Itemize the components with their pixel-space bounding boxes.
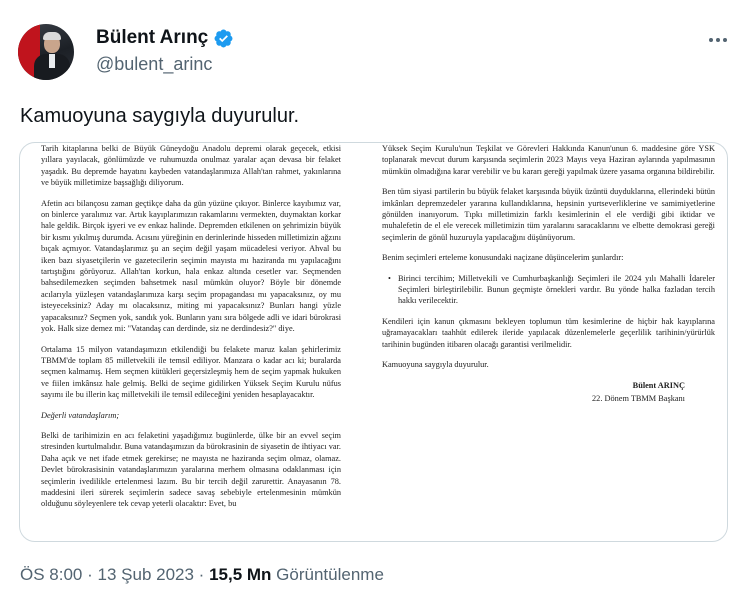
author-display-name[interactable]: Bülent Arınç bbox=[96, 27, 209, 48]
avatar-shirt bbox=[49, 54, 55, 68]
views-label: Görüntülenme bbox=[276, 565, 384, 584]
doc-paragraph: Belki de tarihimizin en acı felaketini yaşadığımız bugünlerde, ülke bir an evvel seçim stresinden kurtulmalıdır. Buna vatandaşımızın da bürokrasinin de siyasetin de ihtiyacı var. Daha açık ve net ifade etmek gerekirse; ne mayısta ne haziranda seçim olmaz, olamaz. Devlet bürokrasisinin vatandaşlarımızın yaralarına merhem olmasına odaklanması için seçimlerin ivedilikle ertelenmesi lazım. Bu bir tercih değil zarurettir. Anayasanın 78. maddesini ileri sürerek seçimlerin sadece savaş sebebiyle ertelenmesinin mümkün olduğunu söyleyenlere tek cevap yeterli olacaktır: Evet, bu bbox=[41, 430, 341, 509]
doc-paragraph: Ben tüm siyasi partilerin bu büyük felaket karşısında büyük üzüntü duyduklarına, ellerindeki bütün imkânları depremzedeler yararına kullandıklarına, hepsinin yurtseverliklerine ve samimiyetlerine gönülden inanıyorum. Tıpkı milletimizin farklı kesimlerinin el ele verdiği gibi iktidar ve muhalefetin de el ele verecek milletimizin tüm yaralarını saracaklarını ve elbette demokrasi gereği seçimlerin de gönül huzuruyla yapılacağını düşünüyorum. bbox=[382, 187, 715, 242]
doc-bullet-item: • Birinci tercihim; Milletvekili ve Cumhurbaşkanlığı Seçimleri ile 2024 yılı Mahalli İdareler Seçimleri birleştirilebilir. Bunun geçmişte örnekleri vardır. Bu yönde halka fazladan tercih hakkı verilecektir. bbox=[398, 273, 715, 307]
tweet-date[interactable]: 13 Şub 2023 bbox=[97, 565, 194, 584]
verified-badge-icon bbox=[213, 28, 234, 49]
doc-bullet-list bbox=[382, 273, 715, 307]
more-dot bbox=[709, 38, 713, 42]
avatar[interactable] bbox=[18, 24, 74, 80]
document-page-left bbox=[41, 143, 341, 542]
doc-paragraph: Yüksek Seçim Kurulu'nun Teşkilat ve Görevleri Hakkında Kanun'unun 6. maddesine göre YSK toplanarak mevcut durum karşısında seçimlerin 2023 Mayıs veya Haziran aylarında yapılmasının mümkün olmadığına karar verebilir ve bu kararı gereği yapılmak üzere yasama organına bildirebilir. bbox=[382, 144, 715, 176]
doc-signature bbox=[382, 380, 715, 405]
tweet-time[interactable]: ÖS 8:00 bbox=[20, 565, 83, 584]
signature-title: 22. Dönem TBMM Başkanı bbox=[592, 393, 685, 403]
meta-separator: · bbox=[87, 565, 93, 584]
views-count[interactable]: 15,5 Mn bbox=[209, 565, 272, 584]
doc-closing: Kamuoyuna saygıyla duyurulur. bbox=[382, 360, 489, 370]
signature-name: Bülent ARINÇ bbox=[632, 380, 685, 390]
tweet-text: Kamuoyuna saygıyla duyurulur. bbox=[20, 105, 300, 127]
document-page-right bbox=[382, 143, 715, 542]
tweet-meta bbox=[20, 565, 384, 585]
doc-paragraph: Ortalama 15 milyon vatandaşımızın etkilendiği bu felakete maruz kalan şehirlerimiz TBMM'de toplam 85 milletvekili ile temsil ediliyor. Manzara o kadar acı ki; buralarda seçmen kalmamış. Hem seçmen kütükleri geçersizleşmiş hem de seçim yapmak hukuken ve fiilen imkânsız hale gelmiş. Belki de seçime gidilirken Yüksek Seçim Kurulu nüfus sayımı ile bu illerin kaç milletvekili ile temsil edileceğini yeniden hesaplayacaktır. bbox=[41, 344, 341, 400]
author-name-row bbox=[96, 27, 234, 49]
more-options-icon[interactable] bbox=[706, 28, 730, 52]
doc-paragraph: Benim seçimleri erteleme konusundaki naçizane düşüncelerim şunlardır: bbox=[382, 253, 624, 263]
doc-paragraph: Kendileri için kanun çıkmasını bekleyen toplumun tüm kesimlerine de hiçbir hak kayıplarına uğramayacakları taahhüt edilerek ileride yapılacak düzenlemelerle geçerlilik tarihinin/yürürlük tarihinin bugünden itibaren olacağı garantisi verilmelidir. bbox=[382, 316, 715, 349]
more-dot bbox=[723, 38, 727, 42]
author-handle[interactable]: @bulent_arinc bbox=[96, 54, 213, 74]
doc-paragraph: Afetin acı bilançosu zaman geçtikçe daha da gün yüzüne çıkıyor. Binlerce kayıbımız var, on binlerce yaralımız var. Artık kayıplarımızın rakamlarını vermekten, duymaktan korkar hale geldik. Birçok işyeri ve ev enkaz halinde. Depremden etkilenen on şehrimizin büyük bir kısmı yıkılmış durumda. Acısını yüreğinin en derinlerinde hisseden milletimizin ağzını bıçak açmıyor. Vatandaşlarımız şu an seçim değil yaşam mücadelesi veriyor. Ahval bu iken bazı siyasetçilerin ve gazetecilerin seçimin mayısta mı haziranda mı yapılacağını tartıştığını görüyoruz. Allah'tan korkun, hala enkaz altında cesetler var. Seçmenden bahsedilemezken seçimden bahsetmek nasıl mümkün oluyor? Böyle bir dönemde acılarıyla yüzleşen vatandaşlarımıza karşı seçim propagandası mı yapacaksınız, oy mu isteyeceksiniz? Aday mı olacaksınız, miting mi yapacaksınız? Bunları hangi yüzle yapacaksınız? Seçmen yok, sandık yok. Bunların yanı sıra bölgede adli ve idari bürokrasi yok. Halk size demez mi: "Vatandaş can derdinde, siz ne derdindesiz?" diye. bbox=[41, 198, 341, 334]
doc-paragraph: Tarih kitaplarına belki de Büyük Güneydoğu Anadolu depremi olarak geçecek, etkisi yıllara yayılacak, gönlümüzde ve ruhumuzda onulmaz yaralar açan devasa bir felaket yaşadık. Bu depremde hayatını kaybeden vatandaşlarımıza Allah'tan rahmet, yakınlarına ve büyük milletimize başsağlığı diliyorum. bbox=[41, 144, 341, 188]
doc-salutation: Değerli vatandaşlarım; bbox=[41, 410, 120, 420]
avatar-hair bbox=[43, 32, 61, 40]
more-dot bbox=[716, 38, 720, 42]
tweet-header bbox=[0, 0, 752, 90]
meta-separator: · bbox=[198, 565, 205, 584]
tweet-media-image[interactable] bbox=[19, 142, 728, 542]
